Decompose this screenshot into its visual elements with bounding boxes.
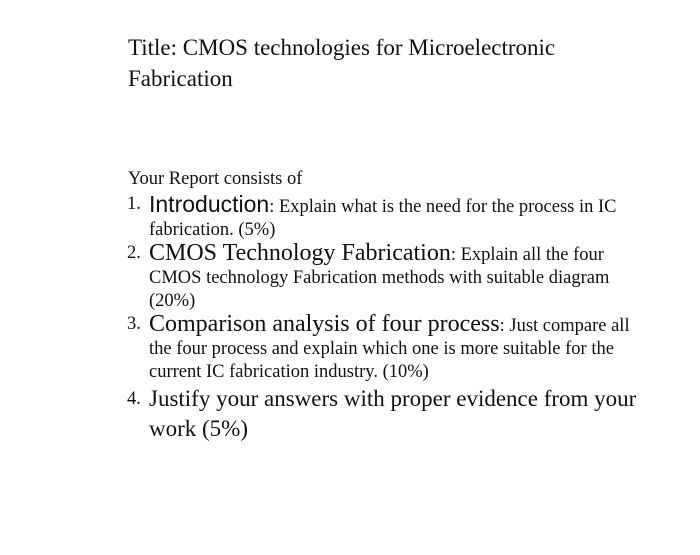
list-item [128,313,648,384]
item-heading: Comparison analysis of four process [149,311,500,337]
item-heading: Justify your answers with proper evidence from your work (5%) [149,386,637,441]
list-item [128,384,648,444]
item-heading: Introduction [149,191,270,217]
report-sections-list [128,193,648,444]
item-heading: CMOS Technology Fabrication [149,240,451,266]
item-description: : Explain all the four CMOS technology Fabrication methods with suitable diagram (20%) [149,245,610,311]
list-item [128,242,648,313]
document-title: Title: CMOS technologies for Microelectronic Fabrication [128,35,556,91]
item-number: 4. [127,389,141,409]
item-number: 1. [127,194,141,214]
item-description: : Just compare all the four process and explain which one is more suitable for the current IC fabrication industry. (10%) [149,316,630,382]
list-item [128,193,648,242]
item-description: : Explain what is the need for the process in IC fabrication. (5%) [149,197,617,240]
item-number: 2. [127,243,141,263]
item-number: 3. [127,314,141,334]
report-intro: Your Report consists of [128,169,303,189]
document-page [128,32,648,444]
